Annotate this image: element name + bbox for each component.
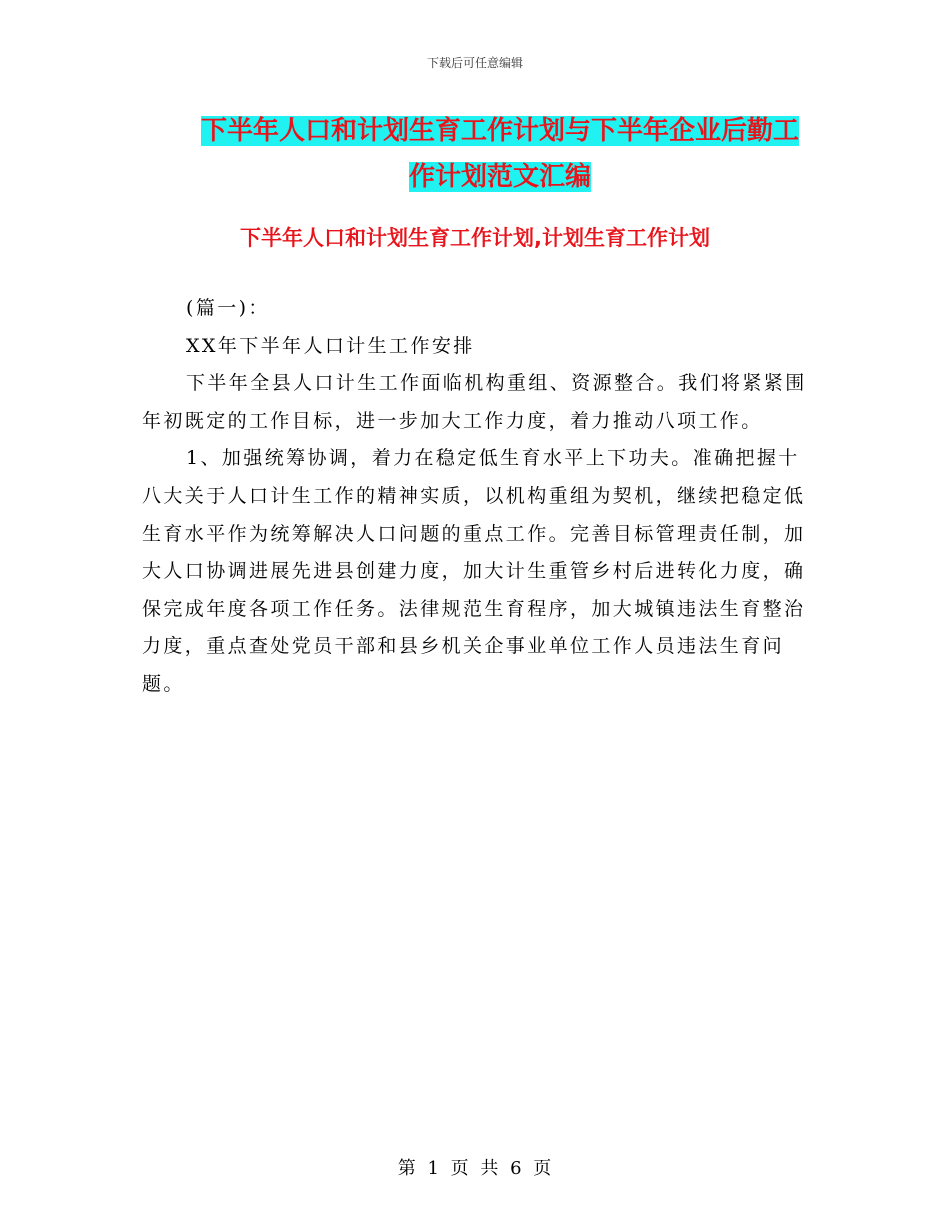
paragraph-item-1: 1、加强统筹协调，着力在稳定低生育水平上下功夫。准确把握十八大关于人口计生工作的精神实质，以机构重组为契机，继续把稳定低生育水平作为统筹解决人口问题的重点工作。完善目标管理责任制，加大人口协调进展先进县创建力度，加大计生重管乡村后进转化力度，确保完成年度各项工作任务。法律规范生育程序，加大城镇违法生育整治力度，重点查处党员干部和县乡机关企事业单位工作人员违法生育问题。 — [142, 447, 806, 695]
paragraph-subtitle: XX年下半年人口计生工作安排 — [186, 334, 475, 357]
paragraph-part-label: (篇一)： — [186, 297, 270, 319]
page-number: 第 1 页 共 6 页 — [397, 1158, 553, 1179]
paragraph-intro: 下半年全县人口计生工作面临机构重组、资源整合。我们将紧紧围年初既定的工作目标，进一步加大工作力度，着力推动八项工作。 — [142, 372, 807, 432]
document-title-line-1: 下半年人口和计划生育工作计划与下半年企业后勤工 — [200, 116, 799, 146]
document-title-line-2: 作计划范文汇编 — [408, 162, 591, 192]
header-note: 下载后可任意编辑 — [426, 56, 523, 70]
body-text — [142, 290, 808, 704]
section-heading: 下半年人口和计划生育工作计划,计划生育工作计划 — [240, 226, 710, 250]
document-title — [150, 108, 850, 200]
